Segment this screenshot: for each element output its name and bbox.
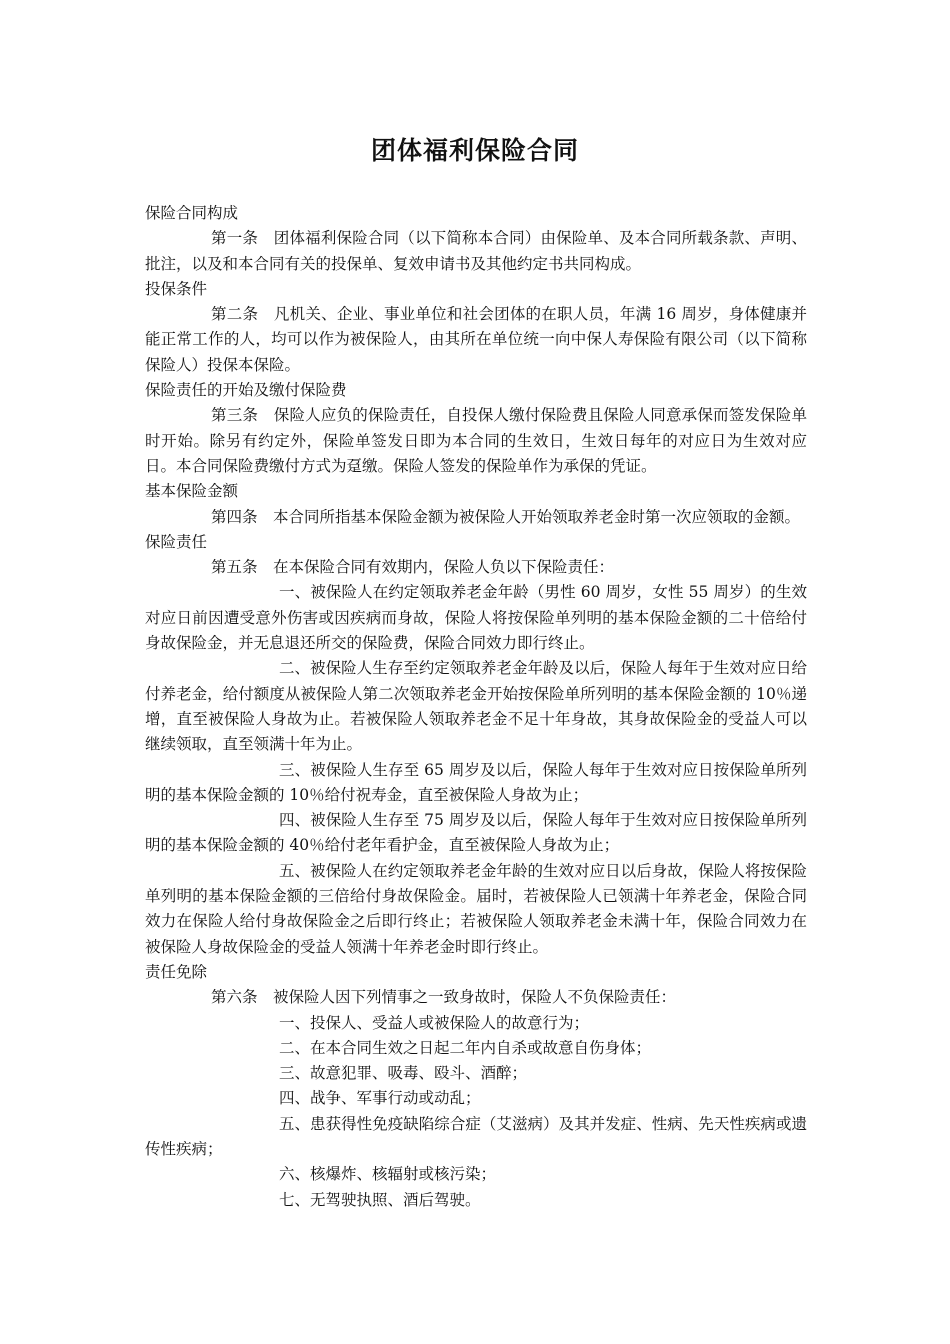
section-heading: 基本保险金额 [145,482,239,501]
article-text: 第六条 被保险人因下列情事之一致身故时，保险人不负保险责任： [211,988,677,1007]
section-heading: 保险合同构成 [145,204,239,222]
section-heading: 投保条件 [145,279,208,298]
article-text: 第三条 保险人应负的保险责任，自投保人缴付保险费且保险人同意承保而签发保险单时开始。除另有约定外，保险单签发日即为本合同的生效日，生效日每年的对应日为生效对应日。本合同保险费缴付方式为趸缴。保险人签发的保险单作为承保的凭证。 [145,406,807,475]
exclusion-item: 六、核爆炸、核辐射或核污染； [279,1165,497,1184]
document-body [145,201,807,1213]
article-text: 第五条 在本保险合同有效期内，保险人负以下保险责任： [211,558,615,577]
exclusion-item: 二、在本合同生效之日起二年内自杀或故意自伤身体； [279,1038,652,1057]
document-title: 团体福利保险合同 [370,136,579,165]
article-text: 第一条 团体福利保险合同（以下简称本合同）由保险单、及本合同所载条款、声明、批注，以及和本合同有关的投保单、复效申请书及其他约定书共同构成。 [145,229,807,273]
clause-item: 四、被保险人生存至 75 周岁及以后，保险人每年于生效对应日按保险单所列明的基本保险金额的 40％给付老年看护金，直至被保险人身故为止； [145,811,807,855]
section-heading: 保险责任的开始及缴付保险费 [145,381,347,400]
clause-item: 二、被保险人生存至约定领取养老金年龄及以后，保险人每年于生效对应日给付养老金，给付额度从被保险人第二次领取养老金开始按保险单所列明的基本保险金额的 10％递增，直至被保险人身故为止。若被保险人领取养老金不足十年身故，其身故保险金的受益人可以继续领取，直至领满十年为止。 [145,659,807,754]
exclusion-item: 五、患获得性免疫缺陷综合症（艾滋病）及其并发症、性病、先天性疾病或遗传性疾病； [145,1114,807,1158]
exclusion-item: 一、投保人、受益人或被保险人的故意行为； [279,1013,590,1032]
section-heading: 保险责任 [145,532,208,551]
article-text: 第四条 本合同所指基本保险金额为被保险人开始领取养老金时第一次应领取的金额。 [211,507,801,526]
article-text: 第二条 凡机关、企业、事业单位和社会团体的在职人员，年满 16 周岁，身体健康并能正常工作的人，均可以作为被保险人，由其所在单位统一向中保人寿保险有限公司（以下简称保险人）投保本保险。 [145,305,807,374]
clause-item: 三、被保险人生存至 65 周岁及以后，保险人每年于生效对应日按保险单所列明的基本保险金额的 10％给付祝寿金，直至被保险人身故为止； [145,760,807,804]
exclusion-item: 四、战争、军事行动或动乱； [279,1089,481,1108]
clause-item: 五、被保险人在约定领取养老金年龄的生效对应日以后身故，保险人将按保险单列明的基本保险金额的三倍给付身故保险金。届时，若被保险人已领满十年养老金，保险合同效力在保险人给付身故保险金之后即行终止；若被保险人领取养老金未满十年，保险合同效力在被保险人身故保险金的受益人领满十年养老金时即行终止。 [145,861,807,956]
exclusion-item: 三、故意犯罪、吸毒、殴斗、酒醉； [279,1064,528,1083]
clause-item: 一、被保险人在约定领取养老金年龄（男性 60 周岁，女性 55 周岁）的生效对应日前因遭受意外伤害或因疾病而身故，保险人将按保险单列明的基本保险金额的二十倍给付身故保险金，并无息退还所交的保险费，保险合同效力即行终止。 [145,583,807,653]
exclusion-item: 七、无驾驶执照、酒后驾驶。 [279,1190,481,1209]
section-heading: 责任免除 [145,962,208,981]
